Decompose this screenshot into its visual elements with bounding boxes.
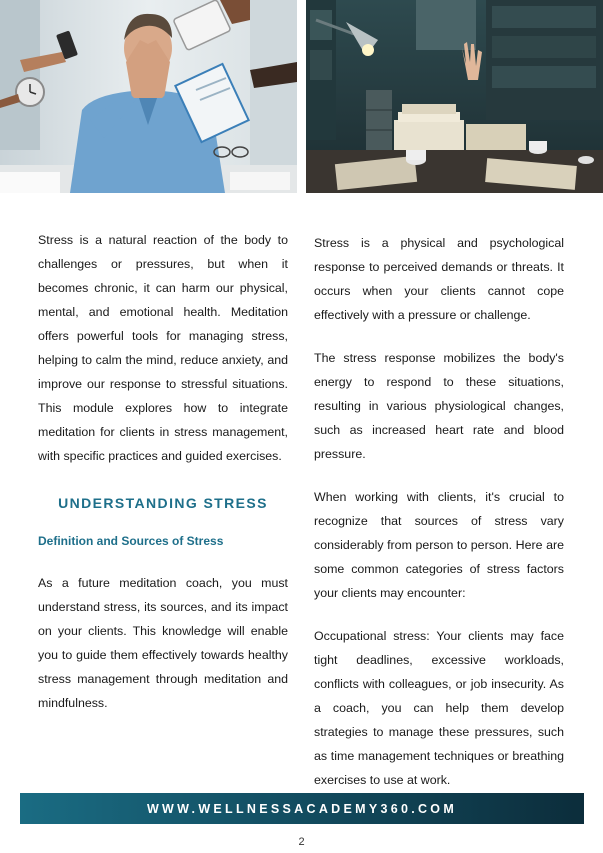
future-coach-paragraph: As a future meditation coach, you must understand stress, its sources, and its impact on your clients. This knowledge will enable you to guide them effectively towards healthy stress management through meditation and mindfulness. (38, 576, 288, 710)
page-number: 2 (298, 836, 305, 848)
working-with-clients-paragraph: When working with clients, it's crucial to recognize that sources of stress vary considerably from person to person. Here are some common categories of stress factors your clients may encounter: (314, 490, 564, 600)
stressed-man-photo (0, 0, 297, 193)
website-url[interactable]: WWW.WELLNESSACADEMY360.COM (146, 801, 458, 816)
stress-response-paragraph: The stress response mobilizes the body's energy to respond to these situations, resulting in various physiological changes, such as increased heart rate and blood pressure. (314, 351, 564, 461)
right-column (314, 231, 564, 792)
messy-office-desk-photo (306, 0, 603, 193)
section-heading: UNDERSTANDING STRESS (58, 495, 268, 511)
sub-heading: Definition and Sources of Stress (38, 534, 224, 548)
occupational-stress-paragraph: Occupational stress: Your clients may face tight deadlines, excessive workloads, conflicts with colleagues, or job insecurity. As a coach, you can help them develop strategies to manage these pressures, such as time management techniques or breathing exercises to use at work. (314, 629, 564, 787)
footer-banner (20, 793, 584, 824)
left-column (38, 228, 288, 715)
definition-paragraph: Stress is a physical and psychological response to perceived demands or threats. It occurs when your clients cannot cope effectively with a pressure or challenge. (314, 236, 564, 322)
intro-paragraph: Stress is a natural reaction of the body to challenges or pressures, but when it becomes chronic, it can harm our physical, mental, and emotional health. Meditation offers powerful tools for managing stress, helping to calm the mind, reduce anxiety, and improve our response to stressful situations. This module explores how to integrate meditation for clients in stress management, with specific practices and guided exercises. (38, 233, 288, 463)
